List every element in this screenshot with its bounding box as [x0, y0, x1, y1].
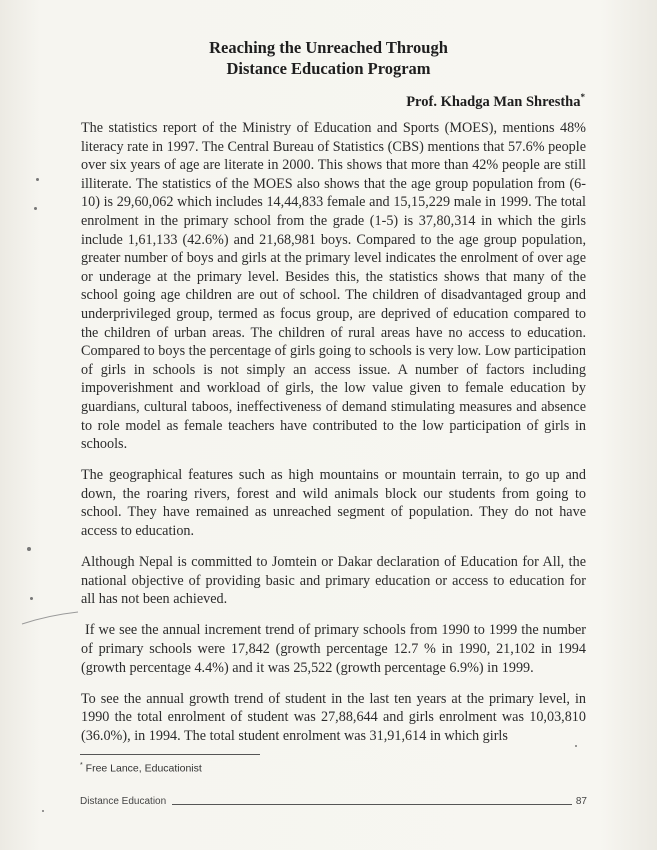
paragraph-2: The geographical features such as high mountains or mountain terrain, to go up and down, the roaring rivers, forest and wild animals block our students from going to school. They have remained as unreached segment of population. They do not have access to education.: [81, 467, 586, 539]
paragraph-1: The statistics report of the Ministry of Education and Sports (MOES), mentions 48% literacy rate in 1997. The Central Bureau of Statistics (CBS) mentions that 57.6% people over six years of age are literate in 2000. This shows that more than 42% people are still illiterate. The statistics of the MOES also shows that the age group population from (6-10) is 29,60,062 which includes 14,44,833 female and 15,15,229 male in 1999. The total enrolment in the primary school from the grade (1-5) is 37,80,314 in which the girls include 1,61,133 (42.6%) and 21,68,981 boys. Compared to the age group population, greater number of boys and girls at the primary level indicates the enrolment of over age or underage at the primary level. Besides this, the statistics shows that many of the school going age children are out of school. The children of disadvantaged group and underprivileged group, termed as focus group, are deprived of education compared to the children of urban areas. The children of rural areas have no access to education. Compared to boys the percentage of girls going to schools is very low. Low participation of girls in schools is not simply an access issue. A number of factors including impoverishment and workload of girls, the low value given to female education by guardians, cultural taboos, ineffectiveness of demand stimulating measures and absence to role model as female teachers have contributed to the low participation of girls in schools.: [81, 120, 586, 453]
title-line-2: Distance Education Program: [226, 59, 431, 78]
scan-speck: [34, 207, 37, 210]
page-footer: [80, 796, 587, 807]
author-byline: [406, 92, 585, 111]
footnote-mark: *: [80, 762, 83, 769]
footer-label: Distance Education: [80, 796, 167, 807]
pencil-mark: [20, 600, 80, 630]
footnote-divider: [80, 754, 260, 755]
footer-rule: [172, 804, 572, 805]
scan-speck: [575, 745, 577, 747]
author-footnote-mark: *: [580, 92, 585, 102]
scan-speck: [36, 178, 39, 181]
paragraph-4: If we see the annual increment trend of primary schools from 1990 to 1999 the number of primary schools were 17,842 (growth percentage 12.7 % in 1990, 21,102 in 1994 (growth percentage 4.4%) and it was 25,522 (growth percentage 6.9%) in 1999.: [81, 622, 586, 676]
paragraph-3: Although Nepal is committed to Jomtein or Dakar declaration of Education for All, the national objective of providing basic and primary education or access to education for all has not been achieved.: [81, 554, 586, 608]
article-title: [0, 37, 657, 79]
footnote: [80, 762, 202, 775]
article-body: [81, 119, 586, 758]
scan-speck: [27, 547, 31, 551]
author-name: Prof. Khadga Man Shrestha: [406, 93, 581, 110]
scan-speck: [42, 810, 44, 812]
paragraph-5: To see the annual growth trend of student in the last ten years at the primary level, in 1990 the total enrolment of student was 27,88,644 and girls enrolment was 10,03,810 (36.0%), in 1994. The total student enrolment was 31,91,614 in which girls: [81, 690, 586, 744]
footnote-text: Free Lance, Educationist: [85, 762, 202, 775]
title-line-1: Reaching the Unreached Through: [209, 38, 448, 57]
page-number: 87: [575, 796, 587, 807]
